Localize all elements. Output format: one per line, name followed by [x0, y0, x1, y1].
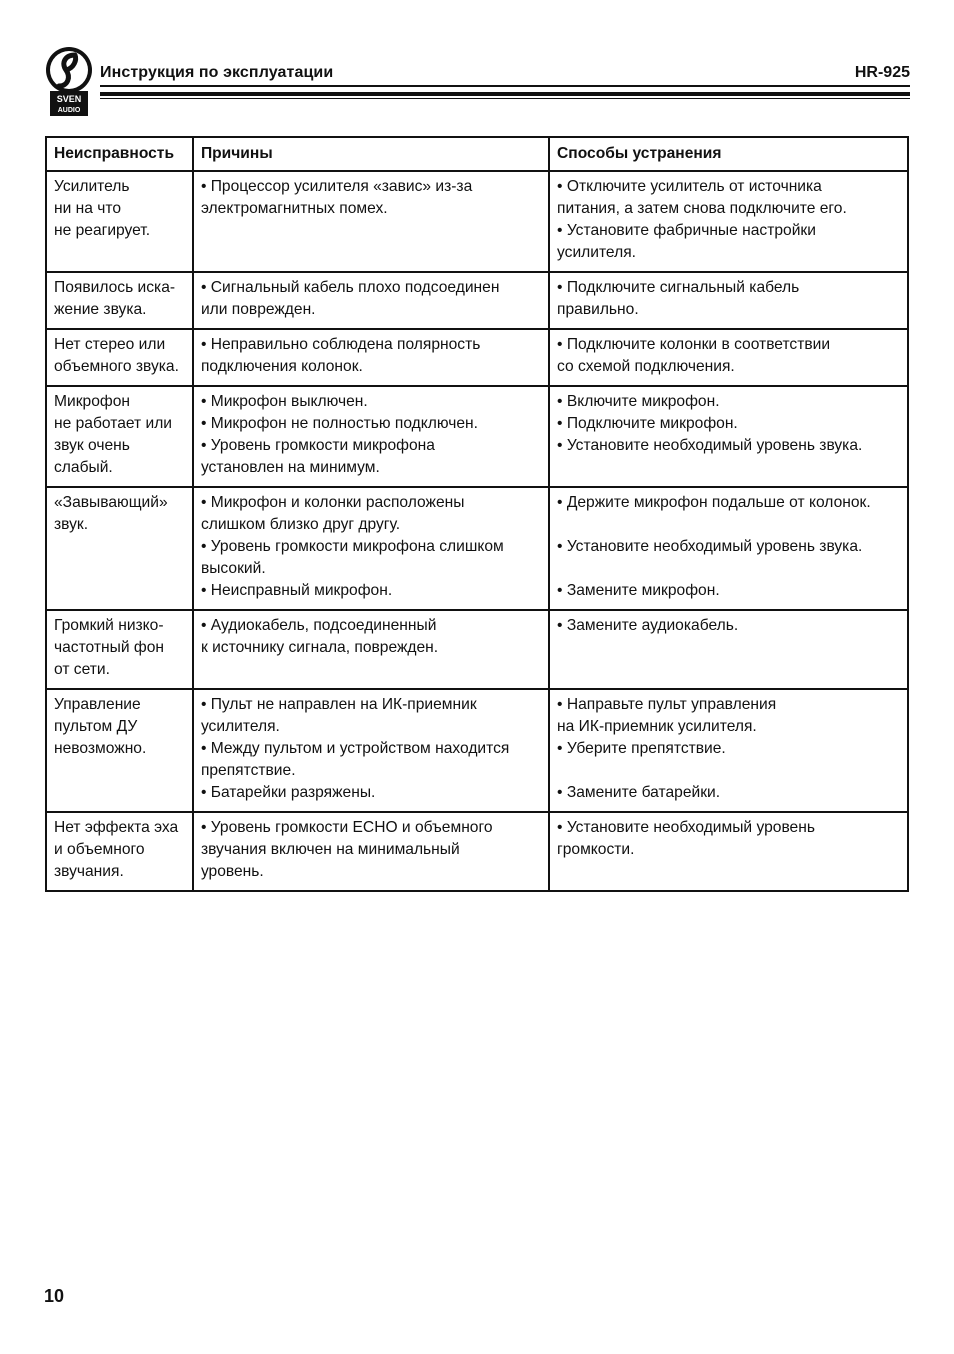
cell-text-line: • Установите фабричные настройки: [557, 222, 816, 239]
cell-text-line: от сети.: [54, 661, 110, 678]
cell-text-line: • Замените батарейки.: [557, 784, 721, 801]
cell-text-line: препятствие.: [200, 762, 296, 779]
cell-text-line: к источнику сигнала, поврежден.: [200, 639, 439, 656]
cell-text-line: высокий.: [200, 560, 266, 577]
cell-text-line: Нет стерео или: [54, 336, 166, 353]
cell-text-line: питания, а затем снова подключите его.: [557, 200, 847, 217]
solutions-cell: [549, 329, 908, 386]
problem-cell: [46, 689, 193, 812]
cell-text-line: объемного звука.: [54, 358, 179, 375]
cell-text-line: правильно.: [557, 301, 639, 318]
column-header-causes: Причины: [193, 137, 549, 171]
cell-text-line: усилителя.: [200, 718, 280, 735]
cell-text-line: • Уровень громкости микрофона слишком: [200, 538, 504, 555]
solutions-cell: [549, 610, 908, 689]
table-row: [46, 329, 908, 386]
blank-line: [557, 558, 900, 580]
cell-text-line: Управление: [54, 696, 141, 713]
causes-cell: [193, 812, 549, 891]
cell-text-line: • Подключите колонки в соответствии: [557, 336, 831, 353]
logo-text-audio: AUDIO: [57, 107, 81, 114]
document-title: Инструкция по эксплуатации: [100, 64, 334, 81]
sven-audio-logo-icon: [44, 46, 94, 118]
cell-text-line: • Установите необходимый уровень: [557, 819, 815, 836]
problem-cell: [46, 487, 193, 610]
table-row: [46, 610, 908, 689]
table-row: [46, 386, 908, 487]
causes-cell: [193, 487, 549, 610]
cell-text-line: громкости.: [557, 841, 635, 858]
cell-text-line: на ИК-приемник усилителя.: [557, 718, 757, 735]
cell-text-line: • Неисправный микрофон.: [200, 582, 393, 599]
problem-cell: [46, 171, 193, 272]
cell-text-line: звук очень: [54, 437, 130, 454]
cell-text-line: • Включите микрофон.: [557, 393, 720, 410]
cell-text-line: • Замените микрофон.: [557, 582, 720, 599]
table-row: [46, 272, 908, 329]
cell-text-line: • Микрофон не полностью подключен.: [200, 415, 478, 432]
cell-text-line: пультом ДУ: [54, 718, 138, 735]
cell-text-line: • Установите необходимый уровень звука.: [557, 538, 863, 555]
cell-text-line: • Установите необходимый уровень звука.: [557, 437, 863, 454]
problem-cell: [46, 386, 193, 487]
model-number: HR-925: [854, 64, 910, 81]
cell-text-line: звук.: [54, 516, 89, 533]
cell-text-line: Микрофон: [54, 393, 130, 410]
cell-text-line: слабый.: [54, 459, 113, 476]
table-row: [46, 487, 908, 610]
solutions-cell: [549, 689, 908, 812]
cell-text-line: или поврежден.: [200, 301, 316, 318]
cell-text-line: • Микрофон и колонки расположены: [200, 494, 465, 511]
cell-text-line: подключения колонок.: [200, 358, 363, 375]
header-rule: [100, 92, 910, 96]
cell-text-line: • Отключите усилитель от источника: [557, 178, 822, 195]
cell-text-line: жение звука.: [54, 301, 147, 318]
table-row: [46, 689, 908, 812]
cell-text-line: • Микрофон выключен.: [200, 393, 368, 410]
cell-text-line: • Процессор усилителя «завис» из-за: [200, 178, 473, 195]
problem-cell: [46, 329, 193, 386]
cell-text-line: не работает или: [54, 415, 173, 432]
cell-text-line: • Направьте пульт управления: [557, 696, 777, 713]
causes-cell: [193, 171, 549, 272]
problem-cell: [46, 812, 193, 891]
cell-text-line: • Пульт не направлен на ИК-приемник: [200, 696, 477, 713]
cell-text-line: частотный фон: [54, 639, 165, 656]
cell-text-line: • Подключите микрофон.: [557, 415, 738, 432]
cell-text-line: • Батарейки разряжены.: [200, 784, 376, 801]
cell-text-line: установлен на минимум.: [200, 459, 380, 476]
cell-text-line: • Уровень громкости ECHO и объемного: [200, 819, 493, 836]
logo-text-sven: SVEN: [56, 94, 82, 104]
blank-line: [557, 760, 900, 782]
causes-cell: [193, 386, 549, 487]
column-header-problem: Неисправность: [46, 137, 193, 171]
solutions-cell: [549, 272, 908, 329]
cell-text-line: усилителя.: [557, 244, 636, 261]
causes-cell: [193, 272, 549, 329]
cell-text-line: электромагнитных помех.: [200, 200, 388, 217]
cell-text-line: и объемного: [54, 841, 145, 858]
cell-text-line: • Подключите сигнальный кабель: [557, 279, 800, 296]
cell-text-line: Появилось иска-: [54, 279, 176, 296]
table-header-row: [46, 137, 908, 171]
table-row: [46, 171, 908, 272]
cell-text-line: • Замените аудиокабель.: [557, 617, 739, 634]
cell-text-line: • Держите микрофон подальше от колонок.: [557, 494, 871, 511]
header-rule: [100, 85, 910, 87]
page-number: 10: [44, 1286, 65, 1306]
cell-text-line: «Завывающий»: [54, 494, 168, 511]
cell-text-line: звучания.: [54, 863, 124, 880]
page-header: [44, 46, 910, 118]
cell-text-line: Нет эффекта эха: [54, 819, 179, 836]
cell-text-line: ни на что: [54, 200, 122, 217]
cell-text-line: слишком близко друг другу.: [200, 516, 401, 533]
cell-text-line: со схемой подключения.: [557, 358, 735, 375]
header-rule: [100, 98, 910, 99]
causes-cell: [193, 610, 549, 689]
cell-text-line: Усилитель: [54, 178, 130, 195]
cell-text-line: не реагирует.: [54, 222, 151, 239]
solutions-cell: [549, 487, 908, 610]
causes-cell: [193, 329, 549, 386]
problem-cell: [46, 272, 193, 329]
cell-text-line: уровень.: [200, 863, 264, 880]
causes-cell: [193, 689, 549, 812]
solutions-cell: [549, 386, 908, 487]
solutions-cell: [549, 171, 908, 272]
cell-text-line: • Уберите препятствие.: [557, 740, 726, 757]
cell-text-line: • Неправильно соблюдена полярность: [200, 336, 481, 353]
cell-text-line: Громкий низко-: [54, 617, 164, 634]
cell-text-line: • Между пультом и устройством находится: [200, 740, 510, 757]
cell-text-line: • Сигнальный кабель плохо подсоединен: [200, 279, 500, 296]
cell-text-line: • Аудиокабель, подсоединенный: [200, 617, 437, 634]
column-header-solutions: Способы устранения: [549, 137, 908, 171]
troubleshooting-table: [45, 136, 909, 892]
cell-text-line: невозможно.: [54, 740, 147, 757]
cell-text-line: • Уровень громкости микрофона: [200, 437, 435, 454]
cell-text-line: звучания включен на минимальный: [200, 841, 460, 858]
problem-cell: [46, 610, 193, 689]
solutions-cell: [549, 812, 908, 891]
blank-line: [557, 514, 900, 536]
table-row: [46, 812, 908, 891]
